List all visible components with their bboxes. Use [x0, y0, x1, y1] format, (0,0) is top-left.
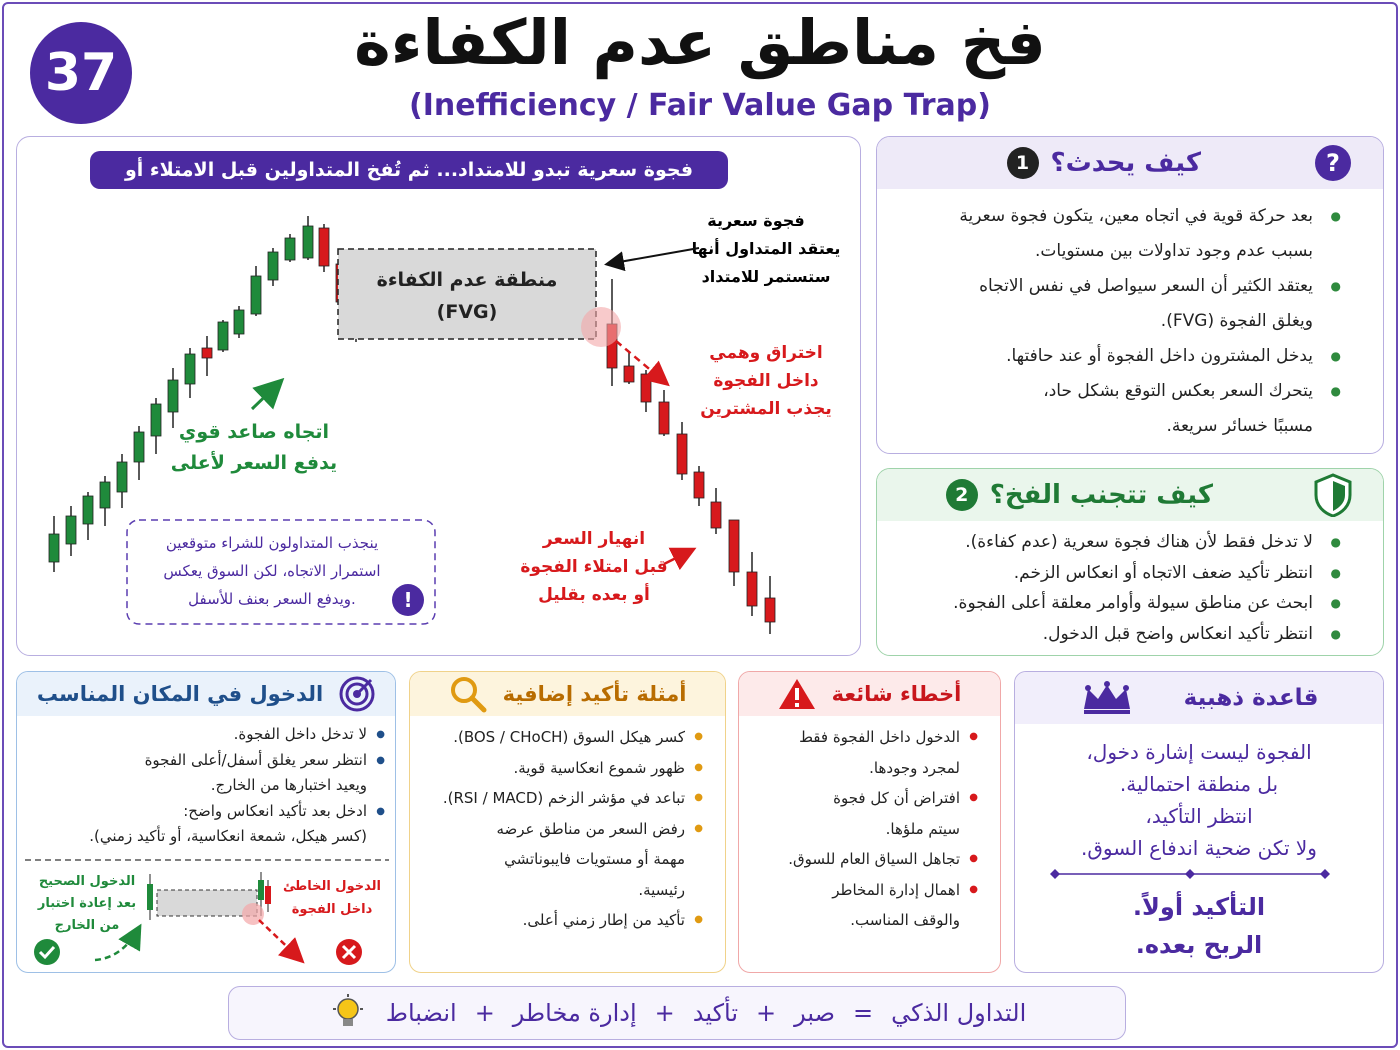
bullish-candle — [151, 404, 161, 436]
bearish-candle — [765, 598, 775, 622]
page-title: فخ مناطق عدم الكفاءة — [354, 6, 1046, 79]
wrong-1: الدخول الخاطئ — [283, 879, 381, 894]
how-item: ● بعد حركة قوية في اتجاه معين، يتكون فجوة سعرية — [897, 199, 1313, 234]
magnifier-icon — [449, 675, 487, 713]
bullish-candle — [234, 310, 244, 334]
bearish-candle — [711, 502, 721, 528]
zone-label-1: منطقة عدم الكفاءة — [376, 269, 558, 291]
bearish-candle — [319, 228, 329, 266]
wrong-2: داخل الفجوة — [291, 902, 373, 917]
avoid-header — [877, 469, 1383, 521]
golden-panel — [1014, 671, 1384, 973]
mistakes-list — [739, 716, 1000, 936]
formula-part: + — [474, 999, 495, 1027]
how-item: ● يتحرك السعر بعكس التوقع بشكل حاد، — [897, 374, 1313, 409]
golden-bold — [1015, 888, 1383, 964]
page-subtitle: (Inefficiency / Fair Value Gap Trap) — [409, 88, 991, 123]
fake-break-highlight — [581, 307, 621, 347]
entry-item-cont: (كسر هيكل، شمعة انعكاسية، أو تأكيد زمني). — [89, 827, 367, 845]
target-icon — [339, 676, 375, 712]
gap-note-1: فجوة سعرية — [707, 211, 805, 230]
collapse-3: أو بعده بقليل — [538, 585, 650, 605]
entry-header — [17, 672, 395, 716]
golden-text — [1015, 724, 1383, 864]
formula-part: التداول الذكي — [891, 999, 1027, 1027]
confirm-list — [410, 716, 725, 936]
uptrend-arrow — [252, 382, 280, 409]
exclamation-glyph: ! — [403, 588, 413, 612]
formula-part: + — [654, 999, 675, 1027]
warning-1: ينجذب المتداولون للشراء متوقعين — [165, 534, 379, 552]
crown-icon — [1080, 681, 1134, 715]
check-icon — [34, 939, 60, 965]
formula-bar — [228, 986, 1126, 1040]
badge-number: 37 — [44, 43, 118, 103]
bullish-candle — [66, 516, 76, 544]
bearish-candle — [624, 366, 634, 382]
how-title: كيف يحدث؟ — [1050, 148, 1201, 178]
bearish-candle — [747, 572, 757, 606]
collapse-arrow — [664, 550, 692, 564]
avoid-list — [877, 521, 1383, 656]
confirm-header — [410, 672, 725, 716]
formula-part: تأكيد — [692, 999, 738, 1027]
fvg-chart — [16, 136, 861, 656]
entry-panel — [16, 671, 396, 973]
golden-bold-1: التأكيد أولاً. — [1132, 893, 1266, 921]
golden-line: ولا تكن ضحية اندفاع السوق. — [1081, 836, 1317, 860]
cross-icon — [336, 939, 362, 965]
entry-title: الدخول في المكان المناسب — [36, 682, 324, 706]
golden-line: الفجوة ليست إشارة دخول، — [1086, 740, 1312, 764]
confirm-title: أمثلة تأكيد إضافية — [502, 682, 687, 706]
fake-break-3: يجذب المشترين — [700, 399, 832, 419]
bullish-candle — [83, 496, 93, 524]
mistake-item-cont: لمجرد وجودها. — [869, 758, 960, 777]
correct-2: بعد إعادة اختبار — [37, 896, 137, 911]
golden-title: قاعدة ذهبية — [1183, 685, 1319, 711]
bullish-candle — [218, 322, 228, 350]
avoid-item: ● ابحث عن مناطق سيولة وأوامر معلقة أعلى الفجوة. — [897, 588, 1313, 619]
fake-break-2: داخل الفجوة — [713, 371, 819, 391]
golden-bold-2: الربح بعده. — [1135, 931, 1263, 959]
bearish-candle — [694, 472, 704, 498]
mistakes-header — [739, 672, 1000, 716]
bullish-candle — [168, 380, 178, 412]
warning-3: ويدفع السعر بعنف للأسفل. — [188, 590, 356, 608]
avoid-item: ● انتظر تأكيد انعكاس واضح قبل الدخول. — [897, 619, 1313, 650]
bullish-candle — [303, 226, 313, 258]
confirm-item: ● رفض السعر من مناطق عرضه — [422, 814, 685, 845]
gap-note-2: يعتقد المتداول أنها — [691, 239, 841, 258]
bullish-candle — [100, 482, 110, 508]
lightbulb-icon — [328, 993, 368, 1033]
confirm-item: ● تباعد في مؤشر الزخم (RSI / MACD). — [422, 783, 685, 814]
correct-3: من الخارج — [54, 918, 120, 933]
avoid-panel — [876, 468, 1384, 656]
mistake-item: ● الدخول داخل الفجوة فقط — [751, 722, 960, 753]
how-item: ● يعتقد الكثير أن السعر سيواصل في نفس الاتجاه — [897, 269, 1313, 304]
bullish-candle — [117, 462, 127, 492]
bullish-candle — [268, 252, 278, 280]
entry-item: ● ادخل بعد تأكيد انعكاس واضح: — [29, 799, 367, 825]
mistakes-panel — [738, 671, 1001, 973]
bullish-candle — [49, 534, 59, 562]
formula-part: إدارة مخاطر — [512, 999, 637, 1027]
chart-banner: فجوة سعرية تبدو للامتداد... ثم تُفخ المتداولين قبل الامتلاء أو الانعكاس — [90, 151, 728, 189]
bearish-candle — [729, 520, 739, 572]
mistake-item: ● اهمال إدارة المخاطر — [751, 875, 960, 906]
collapse-1: انهيار السعر — [542, 529, 646, 549]
shield-icon — [1313, 473, 1353, 517]
how-item-cont: بسبب عدم وجود تداولات بين مستويات. — [1035, 241, 1313, 261]
entry-diagram — [17, 850, 396, 973]
golden-header — [1015, 672, 1383, 724]
confirm-item: ● ظهور شموع انعكاسية قوية. — [422, 753, 685, 784]
question-icon — [1313, 143, 1353, 183]
mistake-item: ● تجاهل السياق العام للسوق. — [751, 844, 960, 875]
correct-1: الدخول الصحيح — [38, 874, 136, 889]
how-item: ● يدخل المشترون داخل الفجوة أو عند حافتها. — [897, 339, 1313, 374]
how-list — [877, 189, 1383, 452]
gap-note-arrow — [608, 248, 699, 264]
zone-label-2: (FVG) — [436, 301, 498, 323]
entry-item-cont: ويعيد اختبارها من الخارج. — [210, 776, 367, 794]
avoid-item: ● انتظر تأكيد ضعف الاتجاه أو انعكاس الزخم. — [897, 558, 1313, 589]
bearish-candle — [659, 402, 669, 434]
confirm-item: ● تأكيد من إطار زمني أعلى. — [422, 905, 685, 936]
formula-part: + — [756, 999, 777, 1027]
step-2-badge: 2 — [946, 479, 978, 511]
gap-note-3: ستستمر للامتداد — [701, 267, 831, 286]
entry-item: ● لا تدخل داخل الفجوة. — [29, 722, 367, 748]
avoid-title: كيف تتجنب الفخ؟ — [989, 480, 1213, 510]
collapse-2: قبل امتلاء الفجوة — [520, 557, 668, 577]
mistake-item: ● افتراض أن كل فجوة — [751, 783, 960, 814]
confirm-item-cont: مهمة أو مستويات فايبوناتشي — [504, 850, 685, 868]
step-1-badge: 1 — [1007, 147, 1039, 179]
fake-break-1: اختراق وهمي — [709, 343, 823, 363]
warning-2: استمرار الاتجاه، لكن السوق يعكس — [163, 562, 381, 580]
formula-part: صبر — [794, 999, 835, 1027]
entry-list — [17, 716, 395, 850]
golden-line: بل منطقة احتمالية. — [1119, 772, 1279, 796]
how-header — [877, 137, 1383, 189]
formula-part: انضباط — [385, 999, 457, 1027]
mistake-item-cont: سيتم ملؤها. — [885, 819, 960, 838]
warning-icon — [778, 677, 816, 711]
bullish-candle — [251, 276, 261, 314]
fvg-zone — [338, 249, 596, 339]
confirm-panel — [409, 671, 726, 973]
golden-divider — [1015, 864, 1384, 884]
bullish-candle — [285, 238, 295, 260]
mistake-item-cont: والوقف المناسب. — [850, 911, 960, 929]
golden-line: انتظر التأكيد، — [1145, 804, 1253, 828]
mistakes-title: أخطاء شائعة — [831, 682, 962, 706]
uptrend-2: يدفع السعر لأعلى — [170, 452, 338, 474]
formula-part: = — [852, 999, 874, 1027]
svg-text:?: ? — [1326, 149, 1340, 177]
confirm-item-cont: رئيسية. — [638, 880, 685, 899]
how-panel — [876, 136, 1384, 454]
how-item-cont: ويغلق الفجوة (FVG). — [1160, 311, 1313, 331]
number-badge — [30, 22, 132, 124]
uptrend-1: اتجاه صاعد قوي — [178, 421, 330, 443]
bearish-candle — [641, 374, 651, 402]
confirm-item: ● كسر هيكل السوق (BOS / CHoCH). — [422, 722, 685, 753]
how-item-cont: مسببًا خسائر سريعة. — [1166, 416, 1313, 436]
bearish-candle — [677, 434, 687, 474]
avoid-item: ● لا تدخل فقط لأن هناك فجوة سعرية (عدم كفاءة). — [897, 527, 1313, 558]
entry-item: ● انتظر سعر يغلق أسفل/أعلى الفجوة — [29, 748, 367, 774]
bullish-candle — [185, 354, 195, 384]
bearish-candle — [202, 348, 212, 358]
bullish-candle — [134, 432, 144, 462]
